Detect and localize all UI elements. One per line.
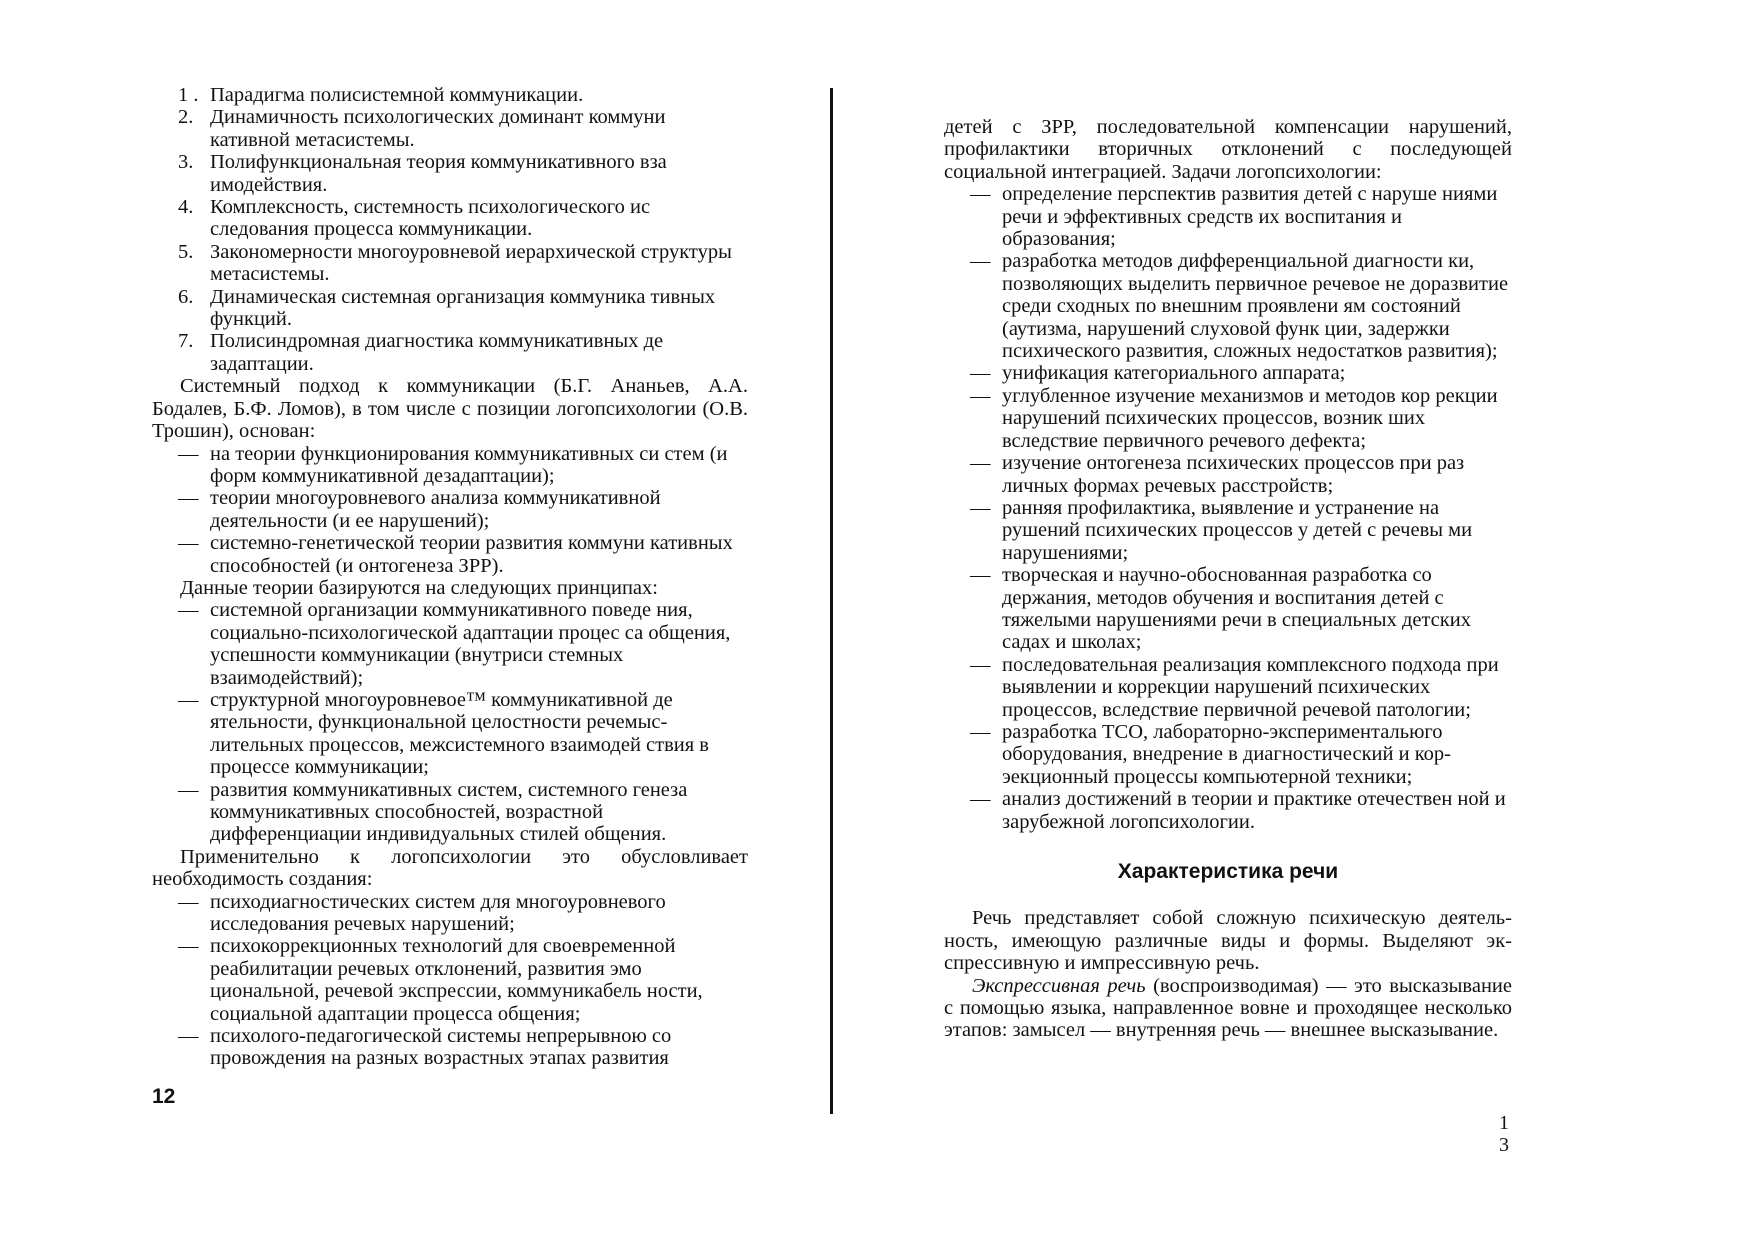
list-item-number: 1 . <box>178 84 199 106</box>
page-number-left: 12 <box>152 1085 176 1108</box>
list-item <box>152 330 748 375</box>
dash-list-item: — психолого-педагогической системы непрерывною со провождения на разных возрастных этапах развития <box>152 1025 748 1070</box>
list-item <box>152 84 748 106</box>
list-item-text: Динамическая системная организация коммуника тивных функций. <box>210 285 716 331</box>
list-item <box>152 151 748 196</box>
dash-list-item: — теории многоуровневого анализа коммуникативной деятельности (и ее нарушений); <box>152 487 748 532</box>
paragraph <box>944 975 1512 1042</box>
list-item-text: Закономерности многоуровневой иерархической структуры метасистемы. <box>210 240 732 286</box>
dash-list-item: — унификация категориального аппарата; <box>944 362 1512 384</box>
dash-list-item: — разработка ТСО, лабораторно-экспериментальюго оборудования, внедрение в диагностический и корэекционный процессы компьютерной техники; <box>944 721 1512 788</box>
list-item-number: 4. <box>178 196 194 219</box>
list-item-number: 3. <box>178 151 194 174</box>
section-title: Характеристика речи <box>1117 860 1339 883</box>
dash-list-item: — психодиагностических систем для многоуровневого исследования речевых нарушений; <box>152 891 748 936</box>
paragraph: Речь представляет собой сложную психическую деятельность, имеющую различные виды и формы. Выделяют экспрессивную и импрессивную речь. <box>944 907 1512 975</box>
page-number-right: 13 <box>1499 1112 1509 1156</box>
paragraph-text: (воспроизводимая) — это высказывание с помощью языка, направленное вовне и проходящее несколько этапов: замысел — внутренняя речь — внешнее высказывание. <box>944 974 1512 1042</box>
dash-list-item: — анализ достижений в теории и практике отечествен ной и зарубежной логопсихологии. <box>944 788 1512 833</box>
list-item-number: 7. <box>178 330 194 353</box>
list-item <box>152 286 748 331</box>
dash-list-item: — психокоррекционных технологий для своевременной реабилитации речевых отклонений, развития эмо циональной, речевой экспрессии, коммуникабель ности, социальной адаптации процесса общения; <box>152 935 748 1025</box>
paragraph: Применительно к логопсихологии это обусловливает необходимость создания: <box>152 845 748 891</box>
list-item-text: Динамичность психологических доминант коммуни кативной метасистемы. <box>210 106 666 151</box>
page-divider <box>830 88 833 1114</box>
list-item-number: 6. <box>178 285 194 308</box>
numbered-list <box>152 84 748 375</box>
list-item <box>152 196 748 241</box>
dash-list-item: — определение перспектив развития детей с наруше ниями речи и эффективных средств их воспитания и образования; <box>944 183 1512 250</box>
dash-list <box>152 891 748 1070</box>
left-page <box>152 84 748 1070</box>
term-emphasis: Экспрессивная речь <box>972 974 1146 997</box>
dash-list-item: — системной организации коммуникативного поведе ния, социально-психологической адаптации процес са общения, успешности коммуникации (внутриси стемных взаимодействий); <box>152 599 748 689</box>
dash-list <box>944 183 1512 833</box>
dash-list-item: — последовательная реализация комплексного подхода при выявлении и коррекции нарушений психических процессов, вследствие первичной речевой патологии; <box>944 654 1512 721</box>
right-page <box>944 116 1512 1042</box>
dash-list <box>152 599 748 845</box>
list-item <box>152 241 748 286</box>
list-item-text: Полифункциональная теория коммуникативного вза имодействия. <box>210 151 667 196</box>
list-item-number: 2. <box>178 106 194 129</box>
dash-list-item: — изучение онтогенеза психических процессов при раз личных формах речевых расстройств; <box>944 452 1512 497</box>
list-item-text: Парадигма полисистемной коммуникации. <box>210 84 584 106</box>
dash-list-item: — на теории функционирования коммуникативных си стем (и форм коммуникативной дезадаптации); <box>152 443 748 488</box>
dash-list-item: — структурной многоуровневое™ коммуникативной де ятельности, функциональной целостности речемыслительных процессов, межсистемного взаимодей ствия в процессе коммуникации; <box>152 689 748 779</box>
list-item <box>152 106 748 151</box>
list-item-text: Полисиндромная диагностика коммуникативных де задаптации. <box>210 330 664 375</box>
dash-list <box>152 443 748 577</box>
dash-list-item: — ранняя профилактика, выявление и устранение на рушений психических процессов у детей с речевы ми нарушениями; <box>944 497 1512 564</box>
paragraph: детей с ЗРР, последовательной компенсации нарушений, профилактики вторичных отклонений с последующей социальной интеграцией. Задачи логопсихологии: <box>944 116 1512 183</box>
dash-list-item: — творческая и научно-обоснованная разработка со держания, методов обучения и воспитания детей с тяжелыми нарушениями речи в специальных детских садах и школах; <box>944 564 1512 654</box>
list-item-number: 5. <box>178 240 194 263</box>
dash-list-item: — разработка методов дифференциальной диагности ки, позволяющих выделить первичное речевое не доразвитие среди сходных по внешним проявлени ям состояний (аутизма, нарушений слуховой функ ции, задержки психического развития, сложных недостатков развития); <box>944 250 1512 362</box>
paragraph: Данные теории базируются на следующих принципах: <box>180 576 658 599</box>
dash-list-item: — развития коммуникативных систем, системного генеза коммуникативных способностей, возрастной дифференциации индивидуальных стилей общения. <box>152 779 748 846</box>
paragraph: Системный подход к коммуникации (Б.Г. Ананьев, А.А. Бодалев, Б.Ф. Ломов), в том числе с позиции логопсихологии (О.В. Трошин), основан: <box>152 375 748 443</box>
dash-list-item: — системно-генетической теории развития коммуни кативных способностей (и онтогенеза ЗРР). <box>152 532 748 577</box>
dash-list-item: — углубленное изучение механизмов и методов кор рекции нарушений психических процессов, возник ших вследствие первичного речевого дефекта; <box>944 385 1512 452</box>
list-item-text: Комплексность, системность психологического ис следования процесса коммуникации. <box>210 196 651 241</box>
